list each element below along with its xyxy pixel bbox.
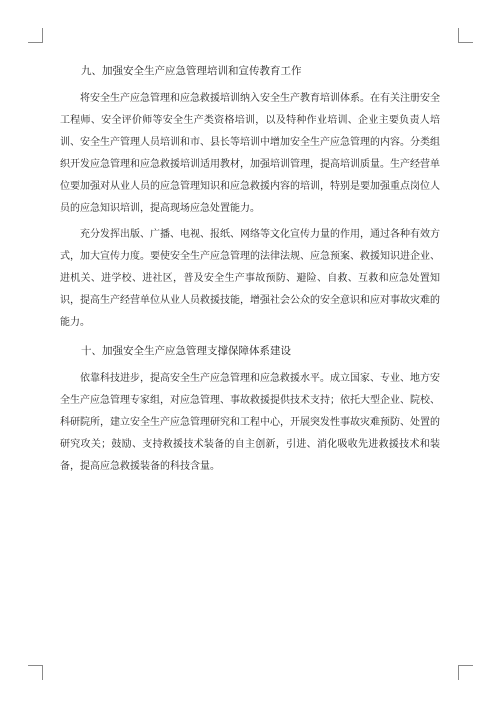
crop-mark-bottom-left: [28, 665, 43, 680]
paragraph: 充分发挥出版、广播、电视、报纸、网络等文化宣传力量的作用，通过各种有效方式，加大宣传力度。要使安全生产应急管理的法律法规、应急预案、救援知识进企业、进机关、进学校、进社区，普及安全生产事故预防、避险、自救、互救和应急处置知识，提高生产经营单位从业人员救援技能，增强社会公众的安全意识和应对事故灾难的能力。: [60, 229, 440, 328]
paragraph: 依靠科技进步，提高安全生产应急管理和应急救援水平。成立国家、专业、地方安全生产应急管理专家组，对应急管理、事故救援提供技术支持；依托大型企业、院校、科研院所，建立安全生产应急管理研究和工程中心，开展突发性事故灾难预防、处置的研究攻关；鼓励、支持救援技术装备的自主创新，引进、消化吸收先进救援技术和装备，提高应急救援装备的科技含量。: [60, 373, 440, 472]
document-body: [60, 64, 440, 482]
section-ten: [60, 344, 440, 478]
crop-mark-bottom-right: [458, 665, 473, 680]
section-heading: 九、加强安全生产应急管理培训和宣传教育工作: [81, 65, 302, 77]
paragraph: 将安全生产应急管理和应急救援培训纳入安全生产教育培训体系。在有关注册安全工程师、安全评价师等安全生产类资格培训，以及特种作业培训、企业主要负责人培训、安全生产管理人员培训和市、县长等培训中增加安全生产应急管理的内容。分类组织开发应急管理和应急救援培训适用教材，加强培训管理，提高培训质量。生产经营单位要加强对从业人员的应急管理知识和应急救援内容的培训，特别是要加强重点岗位人员的应急知识培训，提高现场应急处置能力。: [60, 93, 440, 214]
crop-mark-top-right: [458, 28, 473, 43]
section-heading: 十、加强安全生产应急管理支撑保障体系建设: [81, 345, 291, 357]
crop-mark-top-left: [28, 28, 43, 43]
section-nine: [60, 64, 440, 334]
